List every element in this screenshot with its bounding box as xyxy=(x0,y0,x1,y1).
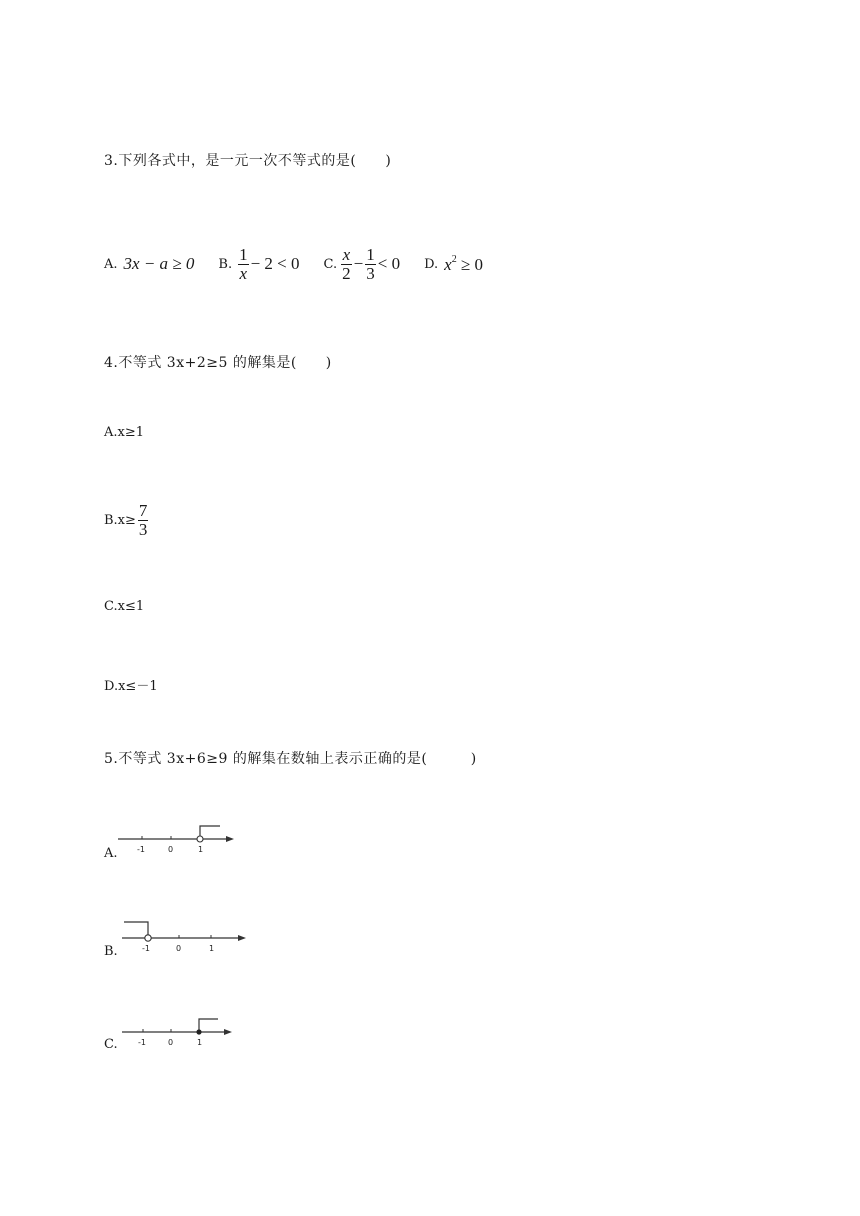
option-b-denominator: x xyxy=(239,263,248,283)
option-b-label: B. xyxy=(218,256,233,272)
option-a-label: A. xyxy=(104,256,118,272)
closed-dot xyxy=(196,1029,201,1034)
open-dot xyxy=(197,836,203,842)
tick-label: 1 xyxy=(197,1038,203,1047)
option-c-numerator-1: x xyxy=(342,244,351,264)
option-d-label: D. xyxy=(424,256,439,272)
tick-label: -1 xyxy=(142,944,150,953)
solution-set-bracket xyxy=(200,826,220,839)
question-3-stem: 3.下列各式中，是一元一次不等式的是( ) xyxy=(104,153,392,169)
option-b-fraction xyxy=(238,246,249,283)
number-line-a xyxy=(116,822,240,856)
tick-label: 1 xyxy=(209,944,215,953)
option-a-expression: 3x − a ≥ 0 xyxy=(123,254,195,273)
option-b-numerator: 1 xyxy=(239,244,248,264)
option-c-operator: − xyxy=(353,254,364,273)
question-5-option-c-label: C. xyxy=(104,1037,118,1052)
tick-label: 0 xyxy=(168,1038,174,1047)
number-line-b xyxy=(118,916,252,954)
option-d-expression xyxy=(444,254,483,275)
option-c-label: C. xyxy=(323,256,338,272)
option-d-rest: ≥ 0 xyxy=(460,254,484,274)
option-d-base: x xyxy=(444,254,452,274)
question-4-option-a: A.x≥1 xyxy=(104,425,145,440)
question-5-option-a-label: A. xyxy=(104,846,118,861)
option-c-fraction-2 xyxy=(365,246,376,283)
question-4-option-b-fraction xyxy=(138,502,149,539)
open-dot xyxy=(145,935,151,941)
question-4-option-b xyxy=(104,500,150,540)
question-5-option-b-label: B. xyxy=(104,944,118,959)
solution-set-bracket xyxy=(199,1019,218,1032)
question-4-option-b-label: B.x≥ xyxy=(104,512,136,528)
question-4-stem: 4.不等式 3x+2≥5 的解集是( ) xyxy=(104,355,332,371)
option-b-rest: − 2 < 0 xyxy=(250,254,300,273)
solution-set-bracket xyxy=(124,922,148,938)
question-4-option-b-denominator: 3 xyxy=(138,519,148,539)
question-4-option-d: D.x≤－1 xyxy=(104,679,158,694)
number-line-c xyxy=(118,1014,240,1048)
question-5-stem: 5.不等式 3x+6≥9 的解集在数轴上表示正确的是( ) xyxy=(104,751,477,767)
option-d-exponent: 2 xyxy=(451,253,457,265)
question-4-option-c: C.x≤1 xyxy=(104,599,145,614)
tick-label: 1 xyxy=(198,845,204,854)
question-3-options xyxy=(104,244,483,284)
tick-label: 0 xyxy=(168,845,174,854)
question-4-option-b-numerator: 7 xyxy=(138,500,148,520)
option-c-rest: < 0 xyxy=(377,254,401,273)
option-c-denominator-1: 2 xyxy=(342,263,351,283)
tick-label: -1 xyxy=(137,845,145,854)
tick-label: -1 xyxy=(138,1038,146,1047)
option-c-denominator-2: 3 xyxy=(366,263,375,283)
tick-label: 0 xyxy=(176,944,182,953)
option-c-fraction-1 xyxy=(341,246,352,283)
option-c-numerator-2: 1 xyxy=(366,244,375,264)
